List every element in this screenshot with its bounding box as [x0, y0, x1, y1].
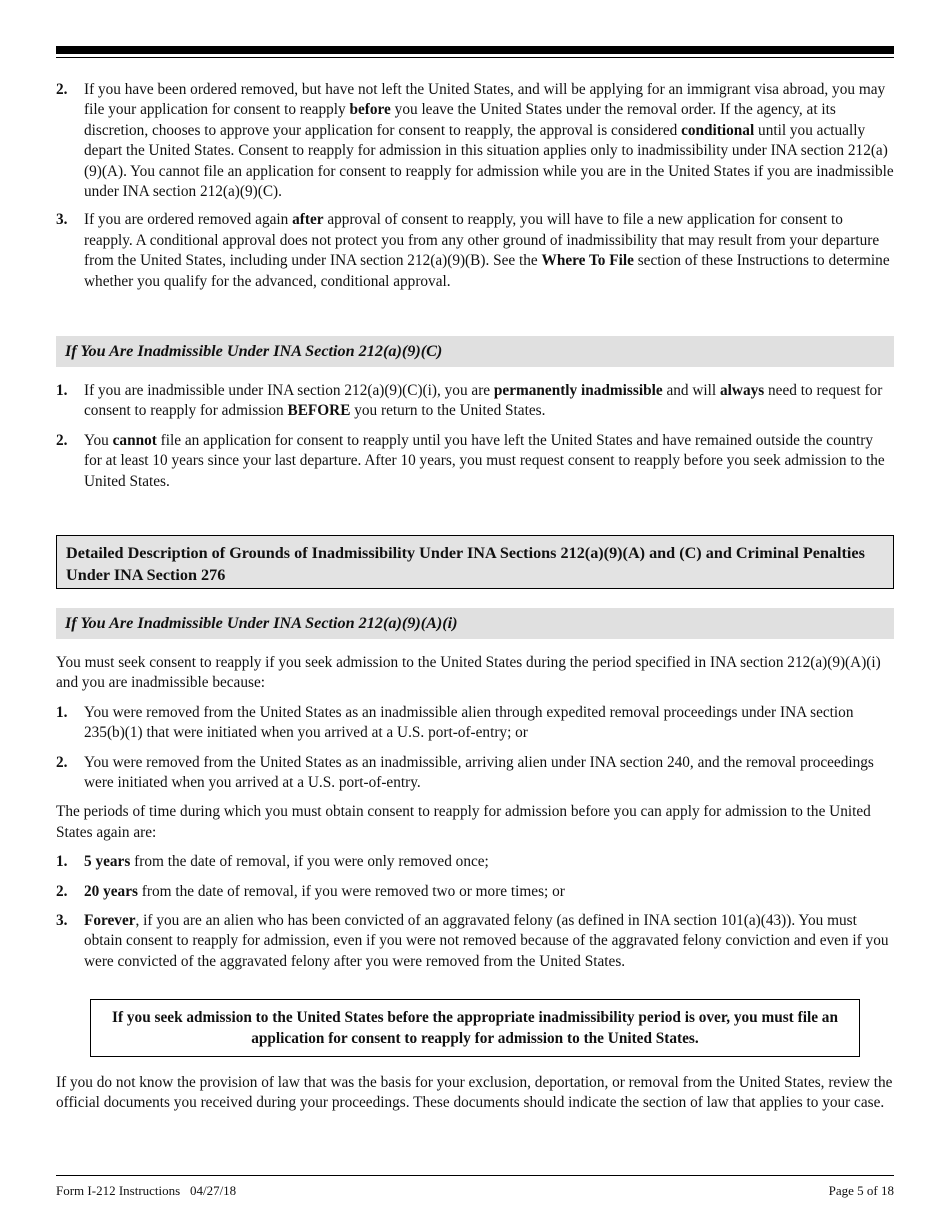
list-item — [56, 703, 894, 744]
closing-paragraph: If you do not know the provision of law that was the basis for your exclusion, deportation, or removal from the United States, review the official documents you received during your proceedings. These documents should indicate the section of law that applies to your case. — [56, 1074, 893, 1112]
bold-emphasis: BEFORE — [287, 402, 351, 420]
bold-emphasis: after — [292, 211, 324, 229]
bold-emphasis: 20 years — [84, 882, 138, 900]
footer-page-number: Page 5 of 18 — [828, 1183, 894, 1198]
item-text: Forever, if you are an alien who has been convicted of an aggravated felony (as defined in INA section 101(a)(43)). You must obtain consent to reapply for admission, even if you were not removed because of the aggravated felony conviction and even if you were convicted of the aggravated felony after you were removed from the United States. — [84, 912, 889, 970]
period-item — [56, 911, 894, 972]
item-text: If you are ordered removed again after approval of consent to reapply, you will have to file a new application for consent to reapply. A conditional approval does not protect you from any other ground of inadmissibility that may result from your departure from the United States, including under INA section 212(a)(9)(B). See the Where To File section of these Instructions to determine whether you qualify for the advanced, conditional approval. — [84, 211, 890, 290]
section-a-i-body — [56, 653, 894, 972]
top-rule-thick — [56, 46, 894, 54]
item-text: You were removed from the United States as an inadmissible alien through expedited removal proceedings under INA section 235(b)(1) that were initiated when you arrived at a U.S. port-of-entry; or — [84, 703, 854, 742]
item-text: You were removed from the United States as an inadmissible, arriving alien under INA section 240, and the removal proceedings were initiated when you arrived at a U.S. port-of-entry. — [84, 753, 874, 792]
bold-emphasis: always — [720, 382, 765, 399]
footer-form-id: Form I-212 Instructions 04/27/18 — [56, 1183, 237, 1198]
top-rule-thin — [56, 57, 894, 58]
list-item — [56, 431, 894, 492]
bold-emphasis: conditional — [681, 121, 755, 139]
bold-emphasis: Where To File — [541, 252, 634, 270]
item-text: 20 years from the date of removal, if you were removed two or more times; or — [84, 882, 565, 900]
item-number: 1. — [56, 382, 68, 399]
item-number: 2. — [56, 431, 68, 449]
periods-intro: The periods of time during which you must obtain consent to reapply for admission before you can apply for admission to the United States again are: — [56, 803, 871, 841]
detailed-description-heading: Detailed Description of Grounds of Inadmissibility Under INA Sections 212(a)(9)(A) and (C) and Criminal Penalties Under INA Section 276 — [56, 535, 894, 589]
item-text: If you are inadmissible under INA section 212(a)(9)(C)(i), you are permanently inadmissible and will always need to request for consent to reapply for admission BEFORE you return to the United States. — [84, 382, 883, 420]
list-item — [56, 381, 894, 422]
bold-emphasis: 5 years — [84, 853, 131, 871]
top-list — [56, 80, 894, 292]
period-item — [56, 852, 894, 872]
list-item — [56, 753, 894, 794]
item-text: 5 years from the date of removal, if you were only removed once; — [84, 853, 489, 871]
item-number: 2. — [56, 882, 68, 900]
period-item — [56, 882, 894, 902]
section-c-list — [56, 381, 894, 492]
list-item — [56, 80, 894, 202]
item-number: 2. — [56, 81, 68, 98]
item-number: 1. — [56, 703, 68, 721]
footer-rule — [56, 1175, 894, 1176]
item-text: You cannot file an application for consent to reapply until you have left the United States and have remained outside the country for at least 10 years since your last departure. After 10 years, you must request consent to reapply before you seek admission to the United States. — [84, 431, 885, 490]
item-text: If you have been ordered removed, but have not left the United States, and will be applying for an immigrant visa abroad, you may file your application for consent to reapply before you leave the United States under the removal order. If the agency, at its discretion, chooses to approve your application for consent to reapply, the approval is considered conditional until you actually depart the United States. Consent to reapply for admission in this situation applies only to inadmissibility under INA section 212(a)(9)(A). You cannot file an application for consent to reapply for admission while you are in the United States if you are inadmissible under INA section 212(a)(9)(C). — [84, 81, 894, 201]
list-item — [56, 210, 894, 292]
bold-emphasis: before — [349, 101, 391, 119]
bold-emphasis: permanently inadmissible — [493, 382, 663, 399]
important-note-box: If you seek admission to the United States before the appropriate inadmissibility period is over, you must file an application for consent to reapply for admission to the United States. — [90, 999, 860, 1057]
item-number: 3. — [56, 211, 68, 229]
item-number: 1. — [56, 853, 68, 871]
bold-emphasis: Forever — [84, 912, 136, 930]
item-number: 2. — [56, 753, 68, 771]
bold-emphasis: cannot — [112, 431, 157, 449]
section-heading-c: If You Are Inadmissible Under INA Section 212(a)(9)(C) — [56, 336, 894, 367]
intro-paragraph: You must seek consent to reapply if you seek admission to the United States during the period specified in INA section 212(a)(9)(A)(i) and you are inadmissible because: — [56, 654, 881, 692]
section-heading-a-i: If You Are Inadmissible Under INA Section 212(a)(9)(A)(i) — [56, 608, 894, 639]
item-number: 3. — [56, 912, 68, 930]
